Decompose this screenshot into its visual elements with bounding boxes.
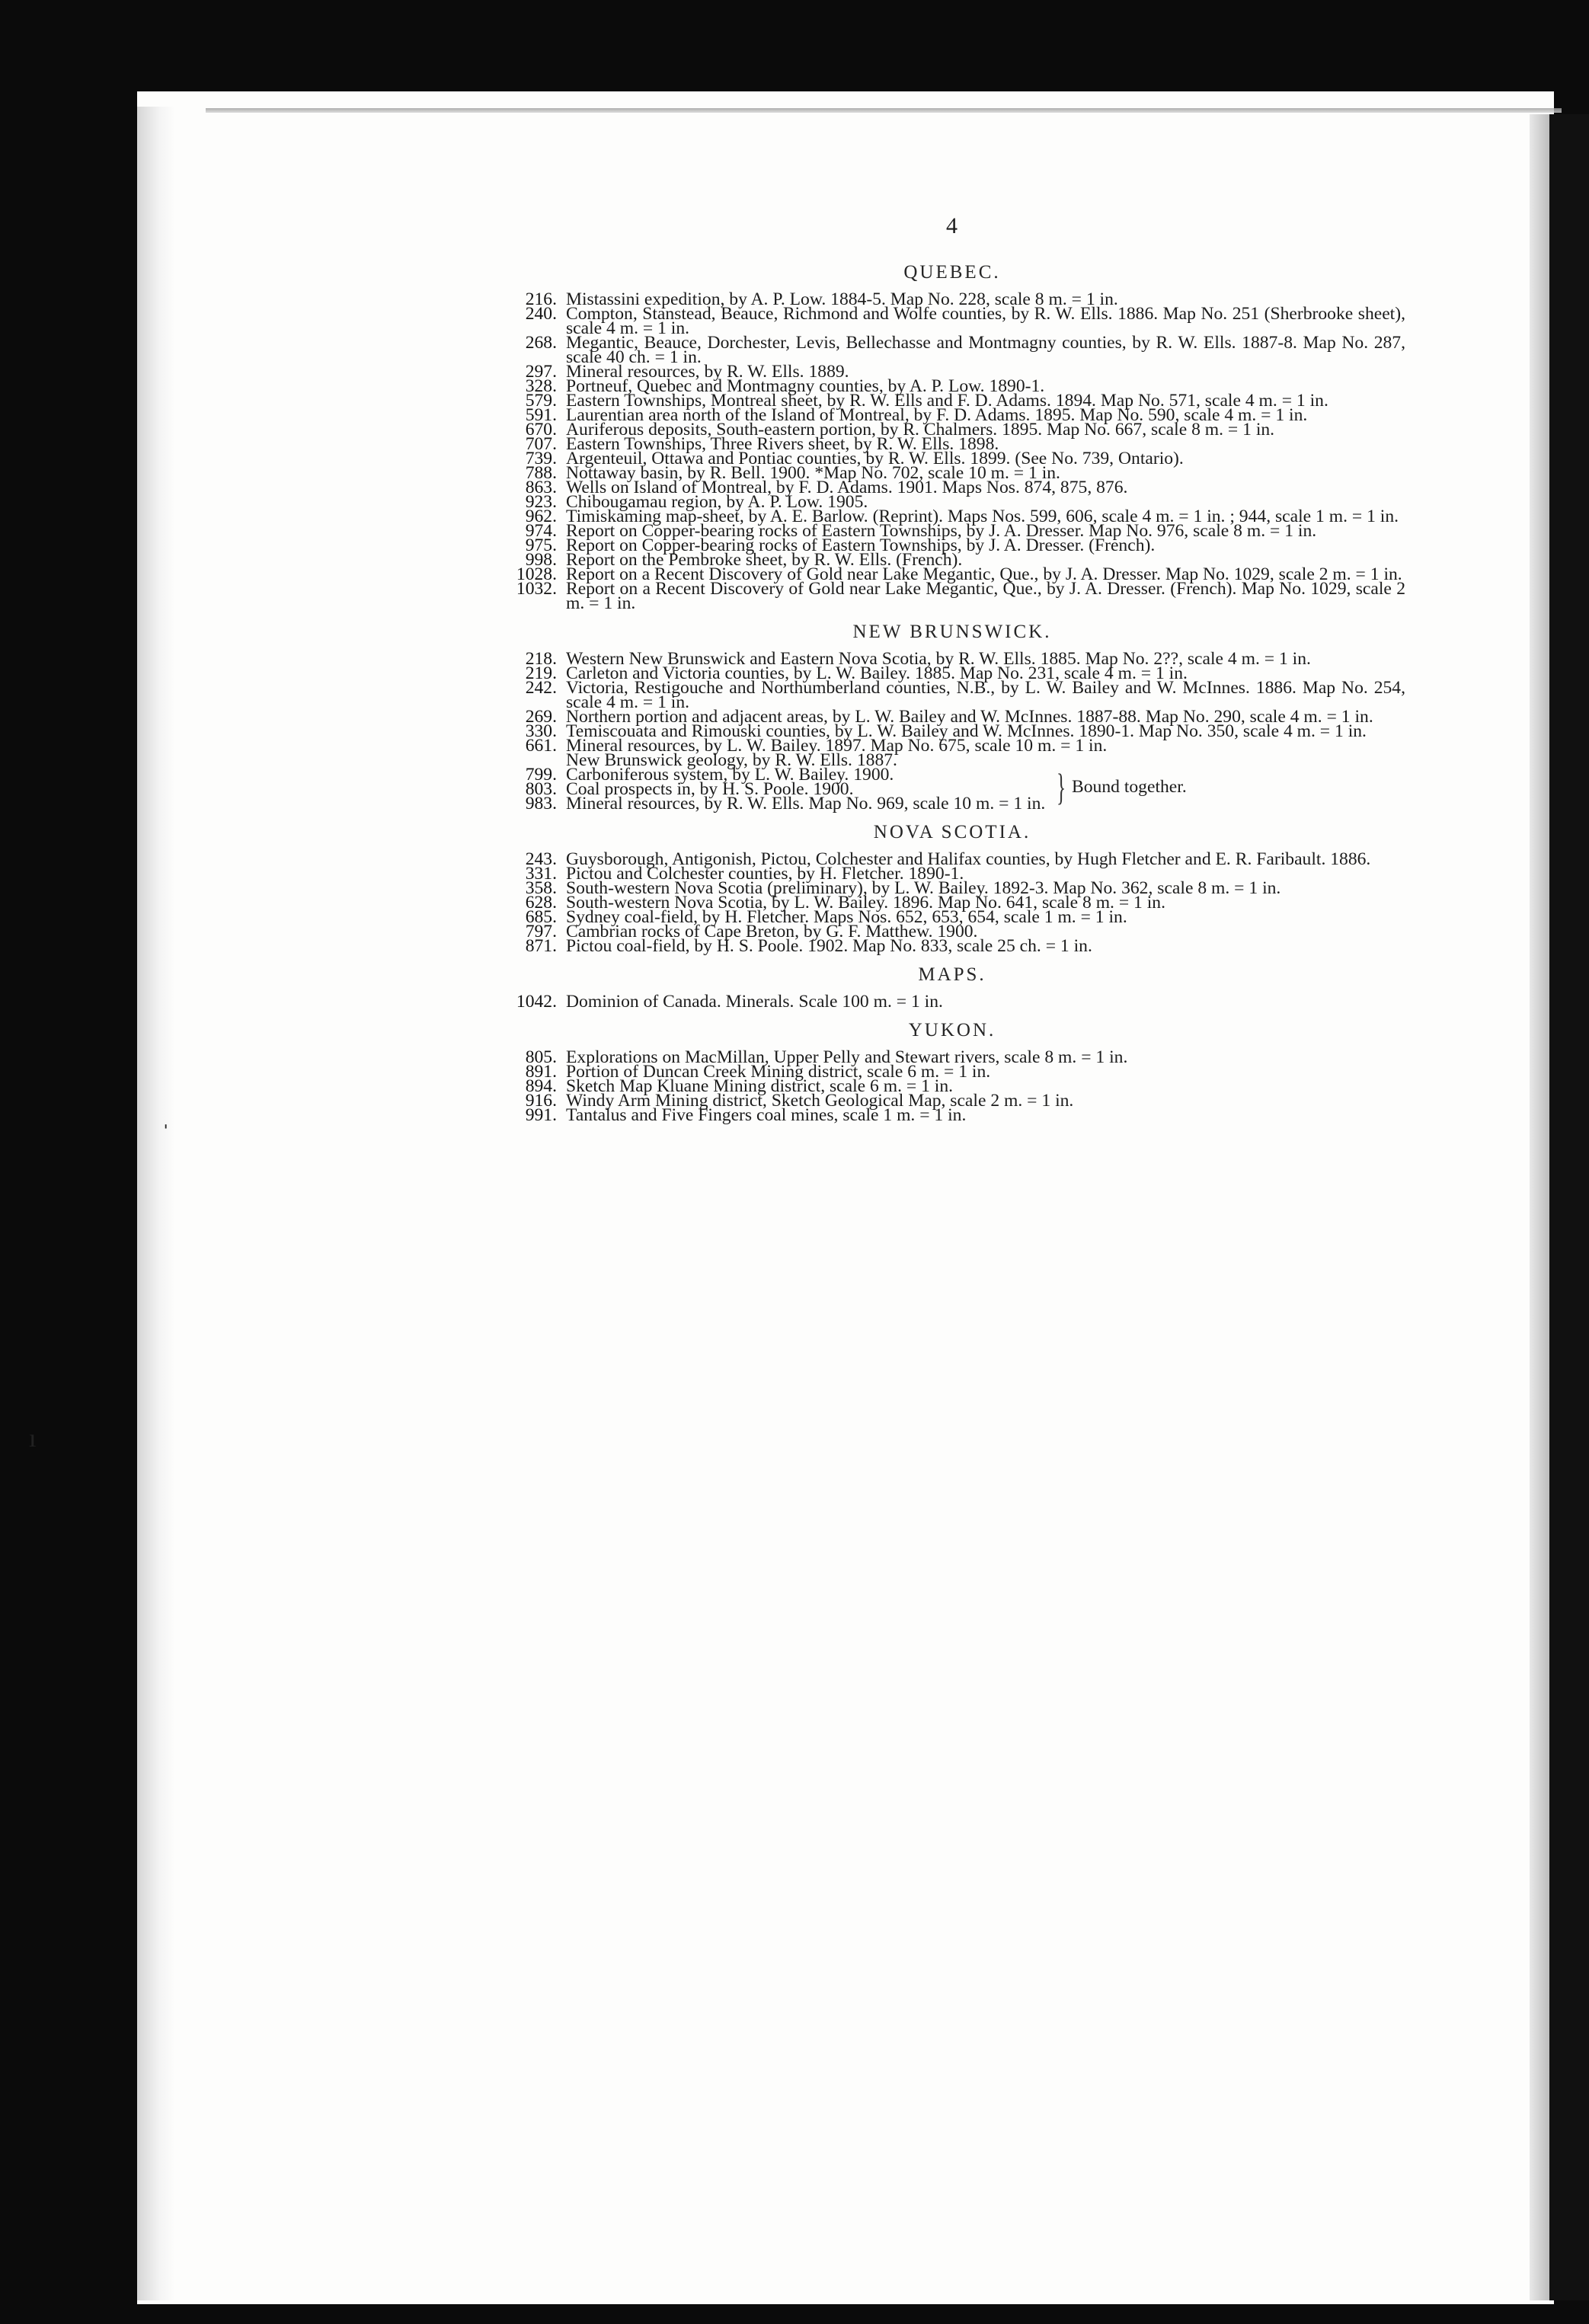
sections-container [499, 262, 1405, 1123]
entry-text: Chibougamau region, by A. P. Low. 1905. [566, 492, 868, 512]
entry-text: Victoria, Restigouche and Northumberland counties, N.B., by L. W. Bailey and W. McInnes. 1886. Map No. 254, scale 4 m. = 1 in. [566, 678, 1405, 712]
entry-text: New Brunswick geology, by R. W. Ells. 1887. [566, 750, 897, 770]
entry-text: South-western Nova Scotia (preliminary), by L. W. Bailey. 1892-3. Map No. 362, scale 8 m. = 1 in. [566, 878, 1281, 898]
entry-text: Nottaway basin, by R. Bell. 1900. *Map No. 702, scale 10 m. = 1 in. [566, 463, 1060, 483]
section-quebec [499, 262, 1405, 611]
entry-text: Temiscouata and Rimouski counties, by L. W. Bailey and W. McInnes. 1890-1. Map No. 350, scale 4 m. = 1 in. [566, 721, 1367, 741]
entry-text: Report on the Pembroke sheet, by R. W. Ells. (French). [566, 550, 963, 570]
entry-text: Wells on Island of Montreal, by F. D. Adams. 1901. Maps Nos. 874, 875, 876. [566, 478, 1128, 497]
section-heading: NEW BRUNSWICK. [852, 622, 1052, 642]
entry-text: Coal prospects in, by H. S. Poole. 1900. [566, 779, 854, 799]
entry-number: 219. [525, 663, 557, 683]
section-maps [499, 964, 1405, 1012]
entry-text: Mineral resources, by R. W. Ells. 1889. [566, 362, 849, 382]
entry-number: 242. [525, 678, 557, 698]
entry-text: Eastern Townships, Three Rivers sheet, by R. W. Ells. 1898. [566, 434, 999, 454]
entry-text: Portneuf, Quebec and Montmagny counties, by A. P. Low. 1890-1. [566, 376, 1045, 396]
entry-number: 803. [525, 779, 557, 799]
entry-text: Pictou and Colchester counties, by H. Fletcher. 1890-1. [566, 864, 964, 884]
entry-text: Report on a Recent Discovery of Gold near Lake Megantic, Que., by J. A. Dresser. Map No. 1029, scale 2 m. = 1 in. [566, 564, 1402, 584]
section-heading: YUKON. [908, 1020, 996, 1041]
entry-number: 628. [525, 893, 557, 913]
entry-number: 983. [525, 794, 557, 814]
entry-number: 871. [525, 936, 557, 956]
section-new-brunswick [499, 622, 1405, 814]
entry-number: 962. [525, 507, 557, 526]
entry-number: 974. [525, 521, 557, 541]
entry-number: 991. [525, 1105, 557, 1125]
entry-number: 788. [525, 463, 557, 483]
entry-text: Carboniferous system, by L. W. Bailey. 1900. [566, 765, 894, 785]
entry-text: Northern portion and adjacent areas, by L. W. Bailey and W. McInnes. 1887-88. Map No. 290, scale 4 m. = 1 in. [566, 707, 1373, 727]
entry-text: Carleton and Victoria counties, by L. W. Bailey. 1885. Map No. 231, scale 4 m. = 1 in. [566, 663, 1188, 683]
page-right-edge [1530, 114, 1549, 2300]
index-entry [499, 992, 1405, 1012]
scan-border-right [1549, 114, 1589, 2300]
section-nova-scotia [499, 822, 1405, 954]
entry-number: 661. [525, 736, 557, 756]
entry-number: 998. [525, 550, 557, 570]
entry-number: 328. [525, 376, 557, 396]
entry-number: 269. [525, 707, 557, 727]
entry-text: Pictou coal-field, by H. S. Poole. 1902. Map No. 833, scale 25 ch. = 1 in. [566, 936, 1092, 956]
entry-number: 891. [525, 1062, 557, 1082]
entry-text: Explorations on MacMillan, Upper Pelly and Stewart rivers, scale 8 m. = 1 in. [566, 1047, 1128, 1067]
entry-number: 297. [525, 362, 557, 382]
entry-number: 739. [525, 449, 557, 468]
entry-number: 916. [525, 1091, 557, 1111]
section-yukon [499, 1020, 1405, 1123]
entry-text: Report on Copper-bearing rocks of Eastern Townships, by J. A. Dresser. Map No. 976, scale 8 m. = 1 in. [566, 521, 1317, 541]
entry-number: 216. [525, 289, 557, 309]
entry-text: South-western Nova Scotia, by L. W. Bailey. 1896. Map No. 641, scale 8 m. = 1 in. [566, 893, 1165, 913]
entry-number: 591. [525, 405, 557, 425]
index-entry [499, 678, 1405, 712]
entry-text: Cambrian rocks of Cape Breton, by G. F. Matthew. 1900. [566, 922, 978, 941]
entry-number: 330. [525, 721, 557, 741]
entry-number: 243. [525, 849, 557, 869]
entry-number: 1028. [516, 564, 557, 584]
index-entry [499, 304, 1405, 338]
entry-text: Mistassini expedition, by A. P. Low. 1884-5. Map No. 228, scale 8 m. = 1 in. [566, 289, 1118, 309]
entry-text: Tantalus and Five Fingers coal mines, scale 1 m. = 1 in. [566, 1105, 967, 1125]
entry-text: Sketch Map Kluane Mining district, scale 6 m. = 1 in. [566, 1076, 954, 1096]
index-entry [499, 1105, 1405, 1125]
entry-number: 707. [525, 434, 557, 454]
entry-text: Megantic, Beauce, Dorchester, Levis, Bellechasse and Montmagny counties, by R. W. Ells. 1887-8. Map No. 287, scale 40 ch. = 1 in. [566, 333, 1405, 367]
entry-text: Eastern Townships, Montreal sheet, by R. W. Ells and F. D. Adams. 1894. Map No. 571, scale 4 m. = 1 in. [566, 391, 1328, 411]
entry-number: 579. [525, 391, 557, 411]
entry-number: 975. [525, 535, 557, 555]
brace-glyph: } [1057, 766, 1066, 808]
entry-number: 240. [525, 304, 557, 324]
bound-note: Bound together. [1072, 777, 1187, 797]
index-entry [499, 333, 1405, 367]
index-entry [499, 936, 1405, 956]
entry-text: Mineral resources, by L. W. Bailey. 1897. Map No. 675, scale 10 m. = 1 in. [566, 736, 1108, 756]
entry-text: Portion of Duncan Creek Mining district, scale 6 m. = 1 in. [566, 1062, 991, 1082]
entry-number: 1042. [516, 992, 557, 1012]
entry-text: Windy Arm Mining district, Sketch Geological Map, scale 2 m. = 1 in. [566, 1091, 1074, 1111]
entry-number: 358. [525, 878, 557, 898]
entry-text: Mineral resources, by R. W. Ells. Map No. 969, scale 10 m. = 1 in. [566, 794, 1046, 814]
entry-number: 670. [525, 420, 557, 440]
entry-text: Argenteuil, Ottawa and Pontiac counties, by R. W. Ells. 1899. (See No. 739, Ontario). [566, 449, 1184, 468]
entry-number: 685. [525, 907, 557, 927]
margin-mark-lower: ı [29, 1424, 37, 1453]
entry-number: 863. [525, 478, 557, 497]
page-number: 4 [946, 213, 958, 238]
section-heading: MAPS. [918, 964, 986, 985]
entry-number: 894. [525, 1076, 557, 1096]
document-body [499, 213, 1405, 1123]
section-heading: QUEBEC. [903, 262, 1001, 283]
entry-text: Sydney coal-field, by H. Fletcher. Maps Nos. 652, 653, 654, scale 1 m. = 1 in. [566, 907, 1127, 927]
entry-text: Compton, Stanstead, Beauce, Richmond and Wolfe counties, by R. W. Ells. 1886. Map No. 251 (Sherbrooke sheet), scale 4 m. = 1 in. [566, 304, 1405, 338]
entry-number: 797. [525, 922, 557, 941]
index-entry [499, 579, 1405, 613]
entry-number: 218. [525, 649, 557, 669]
margin-mark-upper: ˌ [161, 1101, 171, 1129]
entry-number: 268. [525, 333, 557, 353]
page-binding-shadow [137, 107, 175, 2300]
entry-text: Guysborough, Antigonish, Pictou, Colchester and Halifax counties, by Hugh Fletcher and E. R. Faribault. 1886. [566, 849, 1371, 869]
section-heading: NOVA SCOTIA. [873, 822, 1031, 842]
entry-number: 331. [525, 864, 557, 884]
page-top-edge [206, 108, 1562, 113]
index-entry [499, 794, 1405, 814]
entry-number: 923. [525, 492, 557, 512]
entry-number: 799. [525, 765, 557, 785]
entry-text: Western New Brunswick and Eastern Nova Scotia, by R. W. Ells. 1885. Map No. 2??, scale 4 m. = 1 in. [566, 649, 1311, 669]
entry-text: Auriferous deposits, South-eastern portion, by R. Chalmers. 1895. Map No. 667, scale 8 m. = 1 in. [566, 420, 1275, 440]
entry-number: 805. [525, 1047, 557, 1067]
entry-text: Timiskaming map-sheet, by A. E. Barlow. (Reprint). Maps Nos. 599, 606, scale 4 m. = 1 in. ; 944, scale 1 m. = 1 in. [566, 507, 1399, 526]
entry-text: Laurentian area north of the Island of Montreal, by F. D. Adams. 1895. Map No. 590, scale 4 m. = 1 in. [566, 405, 1308, 425]
entry-number: 1032. [516, 579, 557, 599]
entry-text: Dominion of Canada. Minerals. Scale 100 m. = 1 in. [566, 992, 943, 1012]
entry-text: Report on Copper-bearing rocks of Eastern Townships, by J. A. Dresser. (French). [566, 535, 1156, 555]
entry-text: Report on a Recent Discovery of Gold near Lake Megantic, Que., by J. A. Dresser. (French). Map No. 1029, scale 2 m. = 1 in. [566, 579, 1405, 613]
